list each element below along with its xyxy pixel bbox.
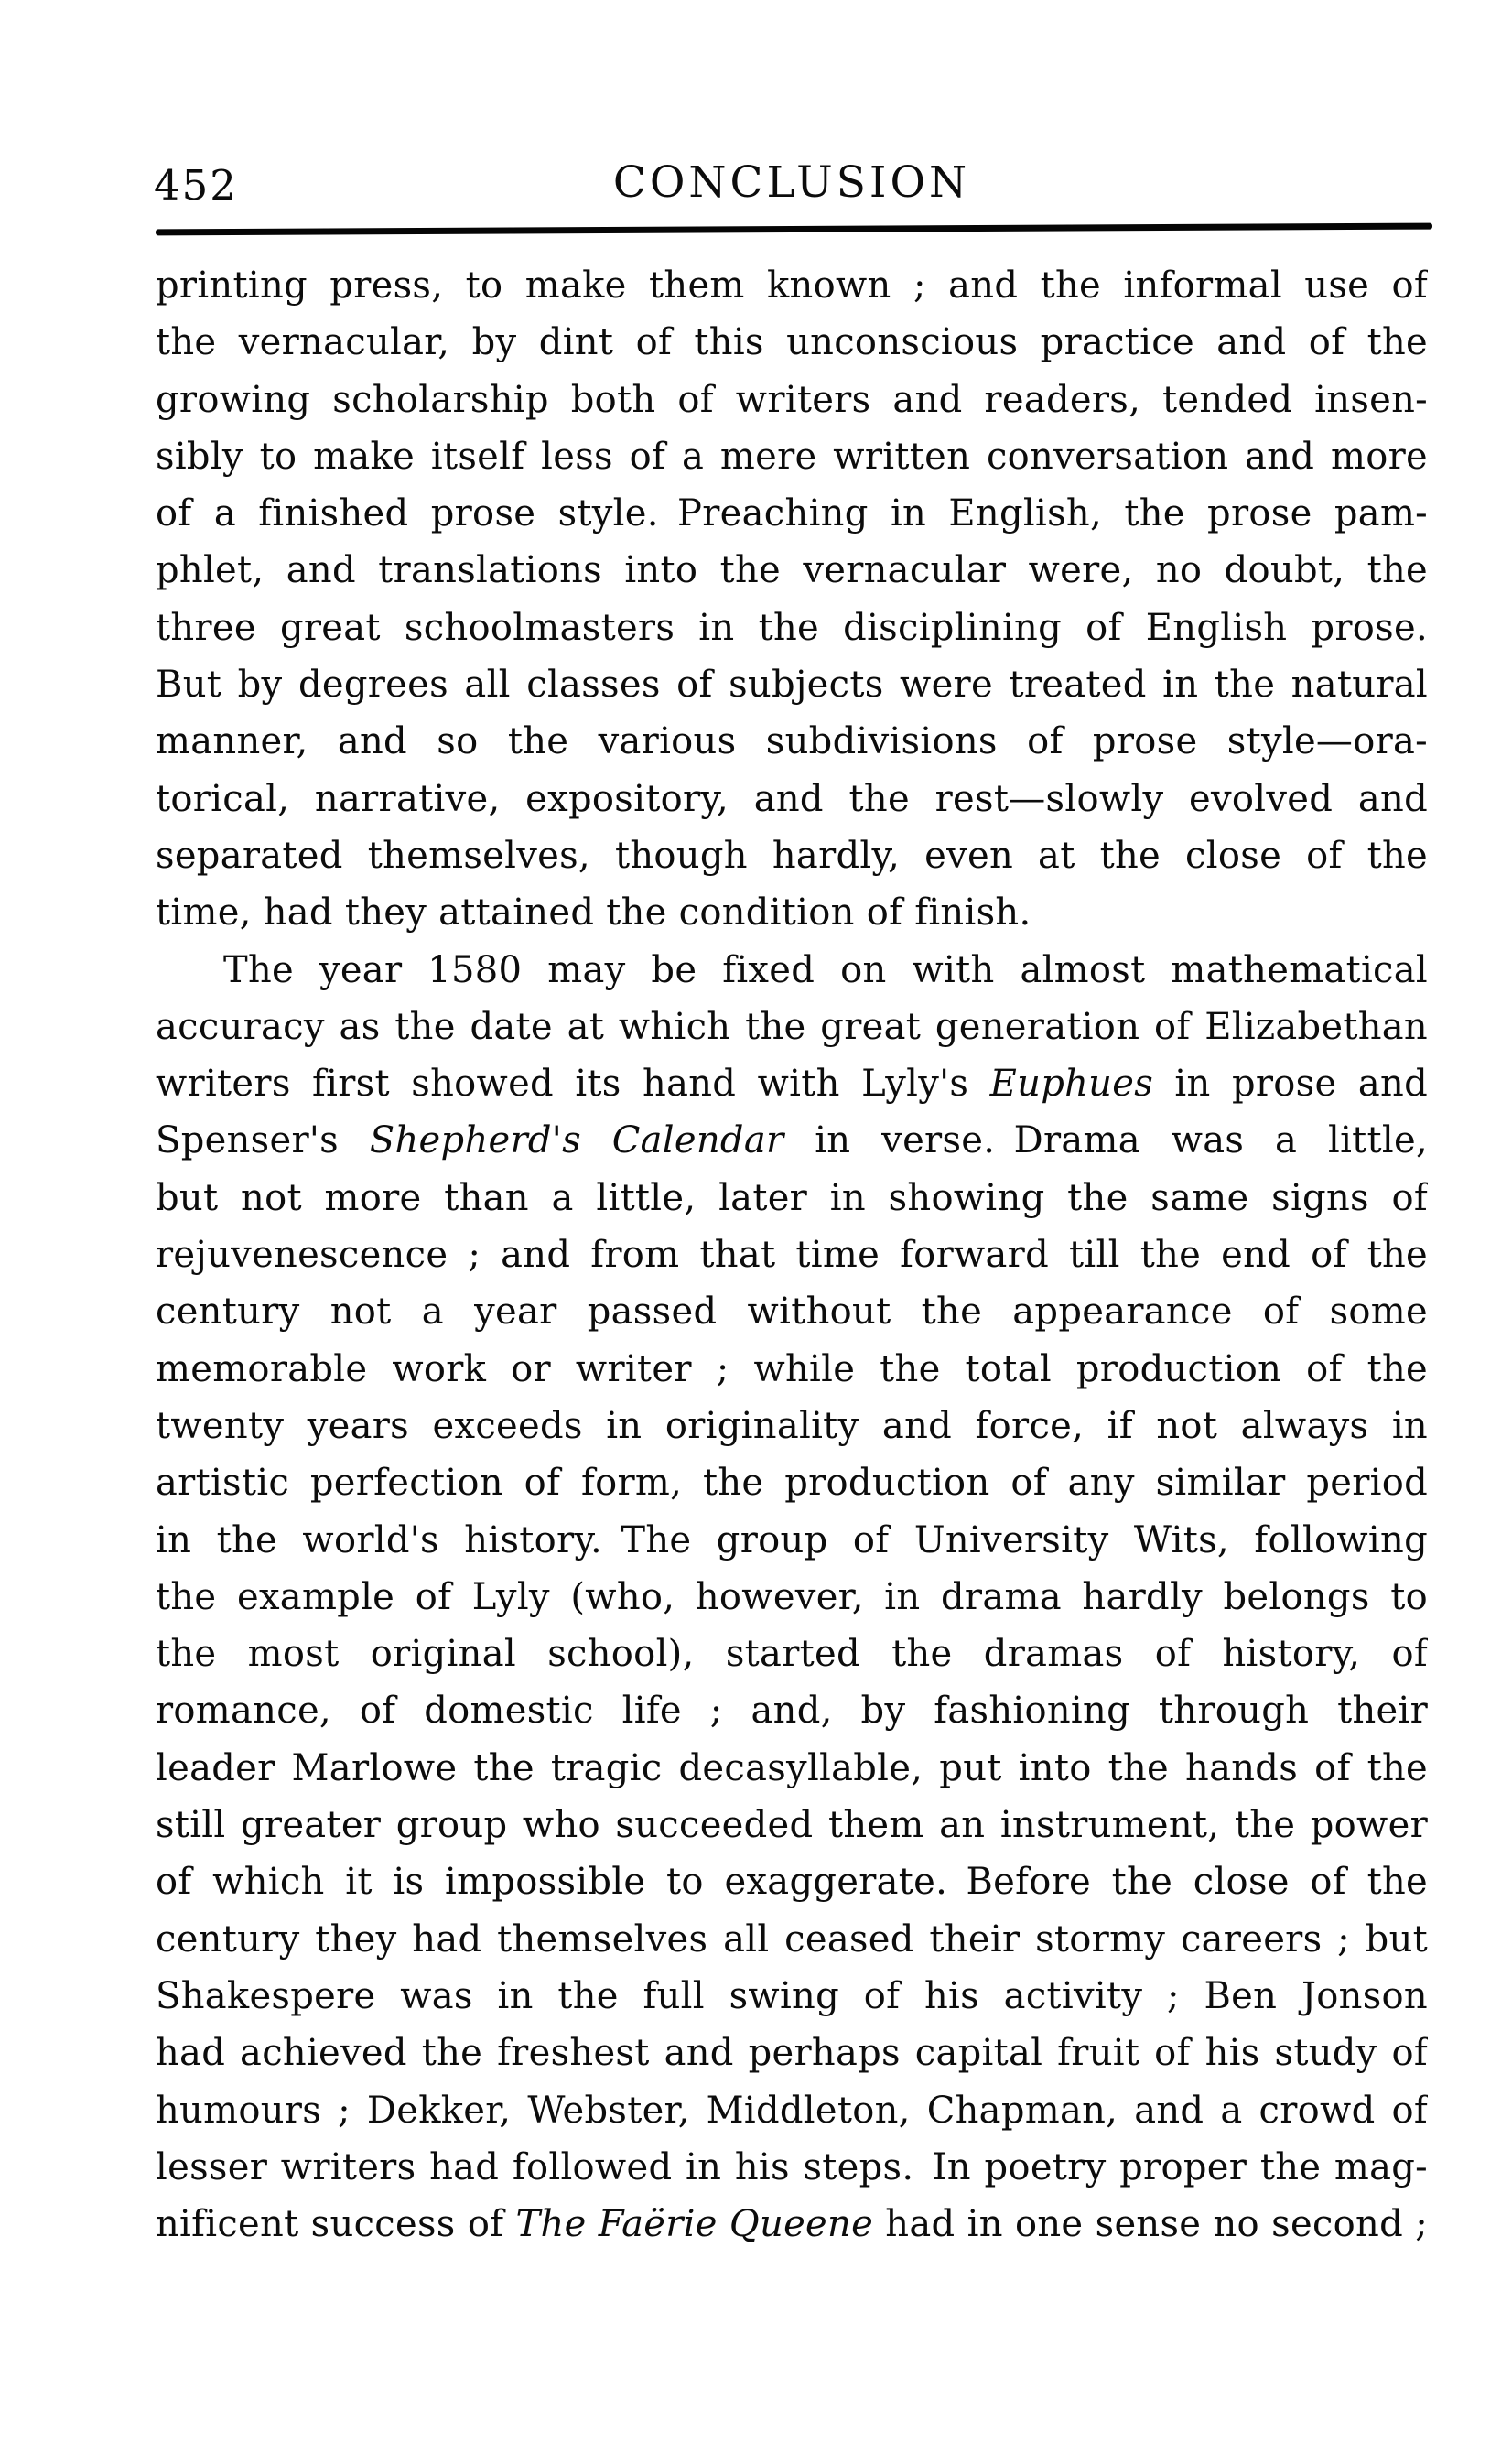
text-segment: leader Marlowe the tragic decasyllable, put into the hands of the bbox=[156, 1746, 1428, 1789]
text-line bbox=[156, 1055, 1428, 1112]
text-segment: the most original school), started the dramas of history, of bbox=[156, 1633, 1428, 1676]
text-segment: Shakespere was in the full swing of his activity ; Ben Jonson bbox=[156, 1974, 1428, 2017]
text-segment: nificent success of bbox=[156, 2203, 516, 2246]
text-segment: romance, of domestic life ; and, by fashioning through their bbox=[156, 1690, 1428, 1733]
text-segment: in verse. Drama was a little, bbox=[783, 1119, 1428, 1162]
text-line bbox=[156, 314, 1428, 371]
text-segment: in the world's history. The group of University Wits, following bbox=[156, 1518, 1428, 1561]
text-line bbox=[156, 1626, 1428, 1682]
text-line bbox=[156, 1283, 1428, 1340]
text-segment: writers first showed its hand with Lyly's bbox=[156, 1063, 990, 1106]
text-line bbox=[156, 1112, 1428, 1169]
text-line bbox=[156, 771, 1428, 827]
text-line bbox=[156, 942, 1428, 999]
text-line bbox=[156, 2025, 1428, 2081]
italic-book-title: Shepherd's Calendar bbox=[369, 1119, 784, 1162]
text-line bbox=[156, 600, 1428, 656]
text-line bbox=[156, 542, 1428, 599]
text-segment: century not a year passed without the appearance of some bbox=[156, 1291, 1428, 1334]
text-segment: twenty years exceeds in originality and force, if not always in bbox=[156, 1404, 1428, 1447]
text-line bbox=[156, 1682, 1428, 1739]
text-segment: three great schoolmasters in the disciplining of English prose. bbox=[156, 606, 1428, 649]
text-line bbox=[156, 1226, 1428, 1283]
text-line bbox=[156, 1569, 1428, 1626]
text-segment: still greater group who succeeded them an instrument, the power bbox=[156, 1804, 1428, 1847]
text-line bbox=[156, 1454, 1428, 1511]
text-line bbox=[156, 1968, 1428, 2025]
text-line bbox=[156, 2196, 1428, 2252]
text-line bbox=[156, 713, 1428, 770]
text-segment: time, had they attained the condition of finish. bbox=[156, 891, 1031, 934]
text-segment: the vernacular, by dint of this unconscious practice and of the bbox=[156, 321, 1428, 364]
italic-book-title: Euphues bbox=[989, 1063, 1154, 1106]
text-line bbox=[156, 1341, 1428, 1398]
text-line bbox=[156, 428, 1428, 485]
text-segment: The year 1580 may be fixed on with almost mathematical bbox=[223, 948, 1428, 991]
text-segment: but not more than a little, later in showing the same signs of bbox=[156, 1176, 1428, 1219]
page-number: 452 bbox=[154, 161, 238, 210]
text-segment: century they had themselves all ceased their stormy careers ; but bbox=[156, 1917, 1428, 1961]
text-segment: artistic perfection of form, the production of any similar period bbox=[156, 1462, 1428, 1505]
text-line bbox=[156, 1853, 1428, 1910]
text-segment: of a finished prose style. Preaching in English, the prose pam- bbox=[156, 492, 1428, 535]
text-line bbox=[156, 884, 1428, 941]
text-segment: separated themselves, though hardly, even at the close of the bbox=[156, 834, 1428, 877]
text-segment: manner, and so the various subdivisions of prose style—ora- bbox=[156, 720, 1428, 763]
text-line bbox=[156, 257, 1428, 314]
text-line bbox=[156, 2082, 1428, 2139]
text-segment: rejuvenescence ; and from that time forward till the end of the bbox=[156, 1234, 1428, 1277]
italic-book-title: The Faërie Queene bbox=[515, 2203, 874, 2246]
text-segment: growing scholarship both of writers and readers, tended insen- bbox=[156, 378, 1428, 421]
text-segment: Spenser's bbox=[156, 1119, 370, 1162]
running-head-title: CONCLUSION bbox=[612, 157, 971, 208]
text-line bbox=[156, 1512, 1428, 1569]
text-line bbox=[156, 999, 1428, 1055]
text-segment: had achieved the freshest and perhaps capital fruit of his study of bbox=[156, 2032, 1428, 2075]
text-segment: in prose and bbox=[1153, 1063, 1428, 1106]
text-line bbox=[156, 2139, 1428, 2196]
text-line bbox=[156, 827, 1428, 884]
text-segment: sibly to make itself less of a mere written conversation and more bbox=[156, 435, 1428, 478]
text-line bbox=[156, 1797, 1428, 1853]
text-line bbox=[156, 1740, 1428, 1797]
text-segment: phlet, and translations into the vernacular were, no doubt, the bbox=[156, 549, 1428, 592]
text-segment: of which it is impossible to exaggerate. Before the close of the bbox=[156, 1861, 1428, 1904]
text-segment: humours ; Dekker, Webster, Middleton, Chapman, and a crowd of bbox=[156, 2089, 1428, 2132]
text-segment: printing press, to make them known ; and the informal use of bbox=[156, 265, 1428, 307]
text-line bbox=[156, 1170, 1428, 1226]
text-segment: accuracy as the date at which the great generation of Elizabethan bbox=[156, 1005, 1428, 1048]
text-segment: lesser writers had followed in his steps. In poetry proper the mag- bbox=[156, 2145, 1428, 2188]
header-rule bbox=[156, 223, 1432, 236]
text-line bbox=[156, 1398, 1428, 1454]
text-segment: the example of Lyly (who, however, in drama hardly belongs to bbox=[156, 1575, 1428, 1618]
text-line bbox=[156, 485, 1428, 542]
text-segment: had in one sense no second ; bbox=[873, 2203, 1428, 2246]
text-line bbox=[156, 372, 1428, 428]
text-line bbox=[156, 656, 1428, 713]
text-block bbox=[156, 257, 1428, 2252]
text-segment: But by degrees all classes of subjects were treated in the natural bbox=[156, 664, 1428, 707]
text-segment: torical, narrative, expository, and the rest—slowly evolved and bbox=[156, 777, 1428, 820]
text-segment: memorable work or writer ; while the total production of the bbox=[156, 1347, 1428, 1390]
text-line bbox=[156, 1911, 1428, 1968]
